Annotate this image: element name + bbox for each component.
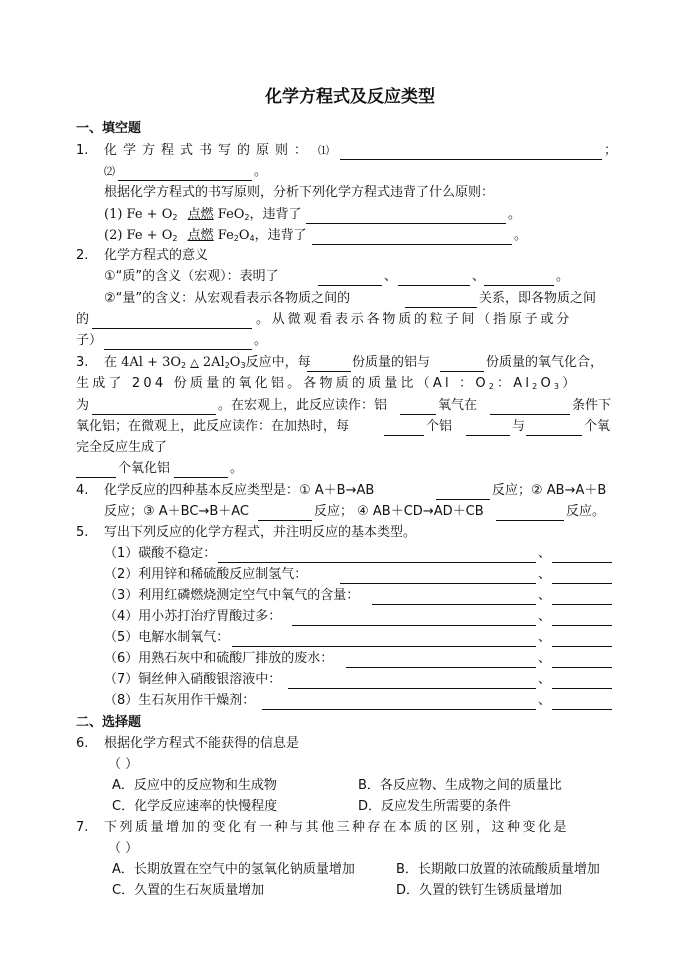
q7-text: 下列质量增加的变化有一种与其他三种存在本质的区别，这种变化是 xyxy=(104,820,570,835)
eq2-product: Fe xyxy=(213,228,234,243)
q5-item-2-equation-blank[interactable] xyxy=(340,570,536,584)
q5-item-7-type-blank[interactable] xyxy=(552,675,612,689)
q4-line2b: 反应； ④ AB＋CD→AD＋CB xyxy=(314,504,484,519)
q3-eq-reactants: 在 4Al + 3O xyxy=(104,355,182,370)
q3-blank-5[interactable] xyxy=(490,401,570,415)
page-title: 化学方程式及反应类型 xyxy=(265,87,435,107)
q4-line1: 化学反应的四种基本反应类型是：① A＋B→AB xyxy=(104,483,375,498)
q3-line4a: 氧化铝；在微观上，此反应读作：在加热时，每 xyxy=(76,419,350,434)
q1-equation-2 xyxy=(104,227,307,245)
q5-item-3-type-blank[interactable] xyxy=(552,591,612,605)
q3-ratio-sub2: 2 xyxy=(532,382,541,391)
q3-text-a: 反应中，每 xyxy=(245,355,311,370)
q3-eq-sub3: 3 xyxy=(240,361,246,370)
q5-item-4: （4）用小苏打治疗胃酸过多： xyxy=(104,609,282,624)
q3-line6-period: 。 xyxy=(230,461,244,476)
q3-line6: 个氧化铝 xyxy=(118,461,171,476)
q2-blank-4[interactable] xyxy=(405,294,477,308)
q3-eq-product: 2Al xyxy=(198,355,225,370)
section-heading-fill-in: 一、填空题 xyxy=(76,121,142,136)
q3-blank-6[interactable] xyxy=(384,422,424,436)
q3-blank-3[interactable] xyxy=(92,401,216,415)
heat-triangle-icon: △ xyxy=(190,356,199,369)
q5-item-5: （5）电解水制氧气： xyxy=(104,630,230,645)
q5-item-5-sep: 、 xyxy=(538,630,552,645)
q7-number: 7. xyxy=(76,820,89,835)
q5-item-8-type-blank[interactable] xyxy=(552,696,612,710)
q1-eq1-blank[interactable] xyxy=(306,210,506,224)
q3-text-b: 份质量的铝与 xyxy=(352,355,431,370)
q2-period-1: 。 xyxy=(556,269,570,284)
q6-option-d[interactable]: D．反应发生所需要的条件 xyxy=(358,799,512,814)
q3-line4b: 个铝 xyxy=(426,419,453,434)
q3-line3d: 条件下 xyxy=(572,398,612,413)
q1-eq2-period: 。 xyxy=(514,228,528,243)
q3-line3a: 为 xyxy=(76,398,90,413)
q5-item-2-sep: 、 xyxy=(538,567,552,582)
q5-item-7-sep: 、 xyxy=(538,672,552,687)
q1-text: 化学方程式书写的原则： xyxy=(104,143,314,158)
q3-line2 xyxy=(76,375,578,393)
q4-line2c: 反应。 xyxy=(566,504,606,519)
q1-equation-1 xyxy=(104,206,302,224)
eq1-product: FeO xyxy=(213,207,245,222)
q2-sep-1: 、 xyxy=(384,269,398,284)
q3-line3b: 。在宏观上，此反应读作：铝 xyxy=(218,398,388,413)
q5-item-1-type-blank[interactable] xyxy=(552,549,612,563)
q1-eq1-period: 。 xyxy=(508,207,522,222)
q3-line1 xyxy=(104,354,311,372)
q1-semicolon: ； xyxy=(604,143,618,158)
q2-line1: ①“质”的含义（宏观）：表明了 xyxy=(104,269,279,284)
q6-option-a[interactable]: A．反应中的反应物和生成物 xyxy=(112,778,277,793)
q2-line4a: 子） xyxy=(76,333,103,348)
q7-option-d[interactable]: D．久置的铁钉生锈质量增加 xyxy=(396,883,563,898)
q2-blank-2[interactable] xyxy=(398,272,470,286)
q3-line4d: 个氧 xyxy=(584,419,611,434)
q5-item-3-equation-blank[interactable] xyxy=(372,591,536,605)
q3-eq-o: O xyxy=(229,355,241,370)
q3-ratio-sub3: 3 xyxy=(553,382,563,391)
q7-option-c[interactable]: C．久置的生石灰质量增加 xyxy=(112,883,265,898)
q2-line2: ②“量”的含义：从宏观看表示各物质之间的 xyxy=(104,291,351,306)
q5-item-1-sep: 、 xyxy=(538,546,552,561)
eq2-product-sub1: 2 xyxy=(233,234,239,243)
q2-line3a: 的 xyxy=(76,312,90,327)
q5-item-8-sep: 、 xyxy=(538,693,552,708)
q2-number: 2. xyxy=(76,248,89,263)
q4-blank-1[interactable] xyxy=(436,486,490,500)
q6-text: 根据化学方程式不能获得的信息是 xyxy=(104,736,300,751)
q3-blank-10[interactable] xyxy=(174,464,228,478)
q3-line3c: 氧气在 xyxy=(438,398,478,413)
q4-number: 4. xyxy=(76,483,89,498)
q3-eq-sub2: 2 xyxy=(224,361,230,370)
eq2-product-o: O xyxy=(238,228,250,243)
q7-option-a[interactable]: A．长期放置在空气中的氢氧化钠质量增加 xyxy=(112,862,355,877)
q2-blank-1[interactable] xyxy=(318,272,382,286)
q1-part1-label: ⑴ xyxy=(318,144,329,157)
q5-item-4-sep: 、 xyxy=(538,609,552,624)
q5-item-8-equation-blank[interactable] xyxy=(262,696,536,710)
q5-item-5-type-blank[interactable] xyxy=(552,633,612,647)
q7-answer-paren[interactable]: （ ） xyxy=(108,841,139,856)
q5-item-3-sep: 、 xyxy=(538,588,552,603)
q3-eq-sub1: 2 xyxy=(181,361,187,370)
q5-item-4-equation-blank[interactable] xyxy=(292,612,536,626)
q4-line2: 反应；③ A＋BC→B＋AC xyxy=(104,504,249,519)
q5-text: 写出下列反应的化学方程式，并注明反应的基本类型。 xyxy=(104,525,417,540)
q2-text: 化学方程式的意义 xyxy=(104,248,209,263)
q5-item-5-equation-blank[interactable] xyxy=(232,633,536,647)
q4-line1b: 反应；② AB→A＋B xyxy=(492,483,607,498)
q3-blank-2[interactable] xyxy=(440,358,484,372)
q5-item-8: （8）生石灰用作干燥剂： xyxy=(104,693,256,708)
q2-blank-6[interactable] xyxy=(104,336,252,350)
q1-blank-1[interactable] xyxy=(340,146,602,160)
q3-blank-9[interactable] xyxy=(76,464,116,478)
eq2-condition: 点燃 xyxy=(187,228,214,243)
eq2-reactants: (2) Fe + O xyxy=(104,228,173,243)
q5-item-6-equation-blank[interactable] xyxy=(346,654,536,668)
q2-blank-3[interactable] xyxy=(484,272,554,286)
q5-item-1: （1）碳酸不稳定： xyxy=(104,546,217,561)
q1-eq2-blank[interactable] xyxy=(312,231,512,245)
eq1-suffix: ，违背了 xyxy=(249,207,302,222)
eq2-product-sub2: 4 xyxy=(249,234,255,243)
q1-blank-2[interactable] xyxy=(118,167,252,181)
q3-text-c: 份质量的氧气化合， xyxy=(486,355,604,370)
q5-item-6: （6）用熟石灰中和硫酸厂排放的废水： xyxy=(104,651,334,666)
q5-item-1-equation-blank[interactable] xyxy=(218,549,536,563)
q2-line3b: 。从微观看表示各物质的粒子间（指原子或分 xyxy=(256,312,573,327)
eq1-reactants: (1) Fe + O xyxy=(104,207,173,222)
q3-blank-4[interactable] xyxy=(400,401,436,415)
eq1-sub: 2 xyxy=(172,213,178,222)
q5-item-2-type-blank[interactable] xyxy=(552,570,612,584)
q5-item-6-sep: 、 xyxy=(538,651,552,666)
q3-blank-7[interactable] xyxy=(466,422,510,436)
q3-blank-1[interactable] xyxy=(307,358,351,372)
q3-ratio-sub1: 2 xyxy=(488,382,498,391)
q1-intro: 根据化学方程式的书写原则，分析下列化学方程式违背了什么原则： xyxy=(104,185,495,200)
q5-item-3: （3）利用红磷燃烧测定空气中氧气的含量： xyxy=(104,588,360,603)
q3-ratio-o: O xyxy=(540,376,554,391)
eq1-product-sub: 2 xyxy=(244,213,250,222)
q3-ratio-close: ） xyxy=(562,376,579,391)
q6-answer-paren[interactable]: （ ） xyxy=(108,757,139,772)
q1-number: 1. xyxy=(76,143,89,158)
q3-ratio-text2: ：Al xyxy=(497,376,533,391)
q6-option-b[interactable]: B．各反应物、生成物之间的质量比 xyxy=(358,778,562,793)
q2-line2b: 关系，即各物质之间 xyxy=(479,291,597,306)
q3-ratio-text: 生成了 204 份质量的氧化铝。各物质的质量比（Al ：O xyxy=(76,376,489,391)
q5-item-2: （2）利用锌和稀硫酸反应制氢气： xyxy=(104,567,308,582)
q4-blank-3[interactable] xyxy=(496,507,564,521)
q3-line4c: 与 xyxy=(512,419,526,434)
q6-number: 6. xyxy=(76,736,89,751)
q2-blank-5[interactable] xyxy=(92,315,252,329)
q3-blank-8[interactable] xyxy=(526,422,582,436)
q1-part2-label: ⑵ xyxy=(104,165,115,178)
q5-item-6-type-blank[interactable] xyxy=(552,654,612,668)
q2-sep-2: 、 xyxy=(472,269,486,284)
q5-number: 5. xyxy=(76,525,89,540)
q3-number: 3. xyxy=(76,355,89,370)
q3-line5: 完全反应生成了 xyxy=(76,440,168,455)
eq2-suffix: ，违背了 xyxy=(254,228,307,243)
q2-line4b: 。 xyxy=(254,333,268,348)
q6-option-c[interactable]: C．化学反应速率的快慢程度 xyxy=(112,799,278,814)
q5-item-4-type-blank[interactable] xyxy=(552,612,612,626)
eq2-sub: 2 xyxy=(172,234,178,243)
q5-item-7: （7）铜丝伸入硝酸银溶液中： xyxy=(104,672,282,687)
q7-option-b[interactable]: B．长期敞口放置的浓硫酸质量增加 xyxy=(396,862,600,877)
q4-blank-2[interactable] xyxy=(258,507,312,521)
q5-item-7-equation-blank[interactable] xyxy=(288,675,536,689)
section-heading-choice: 二、选择题 xyxy=(76,715,142,730)
eq1-condition: 点燃 xyxy=(187,207,214,222)
q1-end: 。 xyxy=(254,164,268,179)
